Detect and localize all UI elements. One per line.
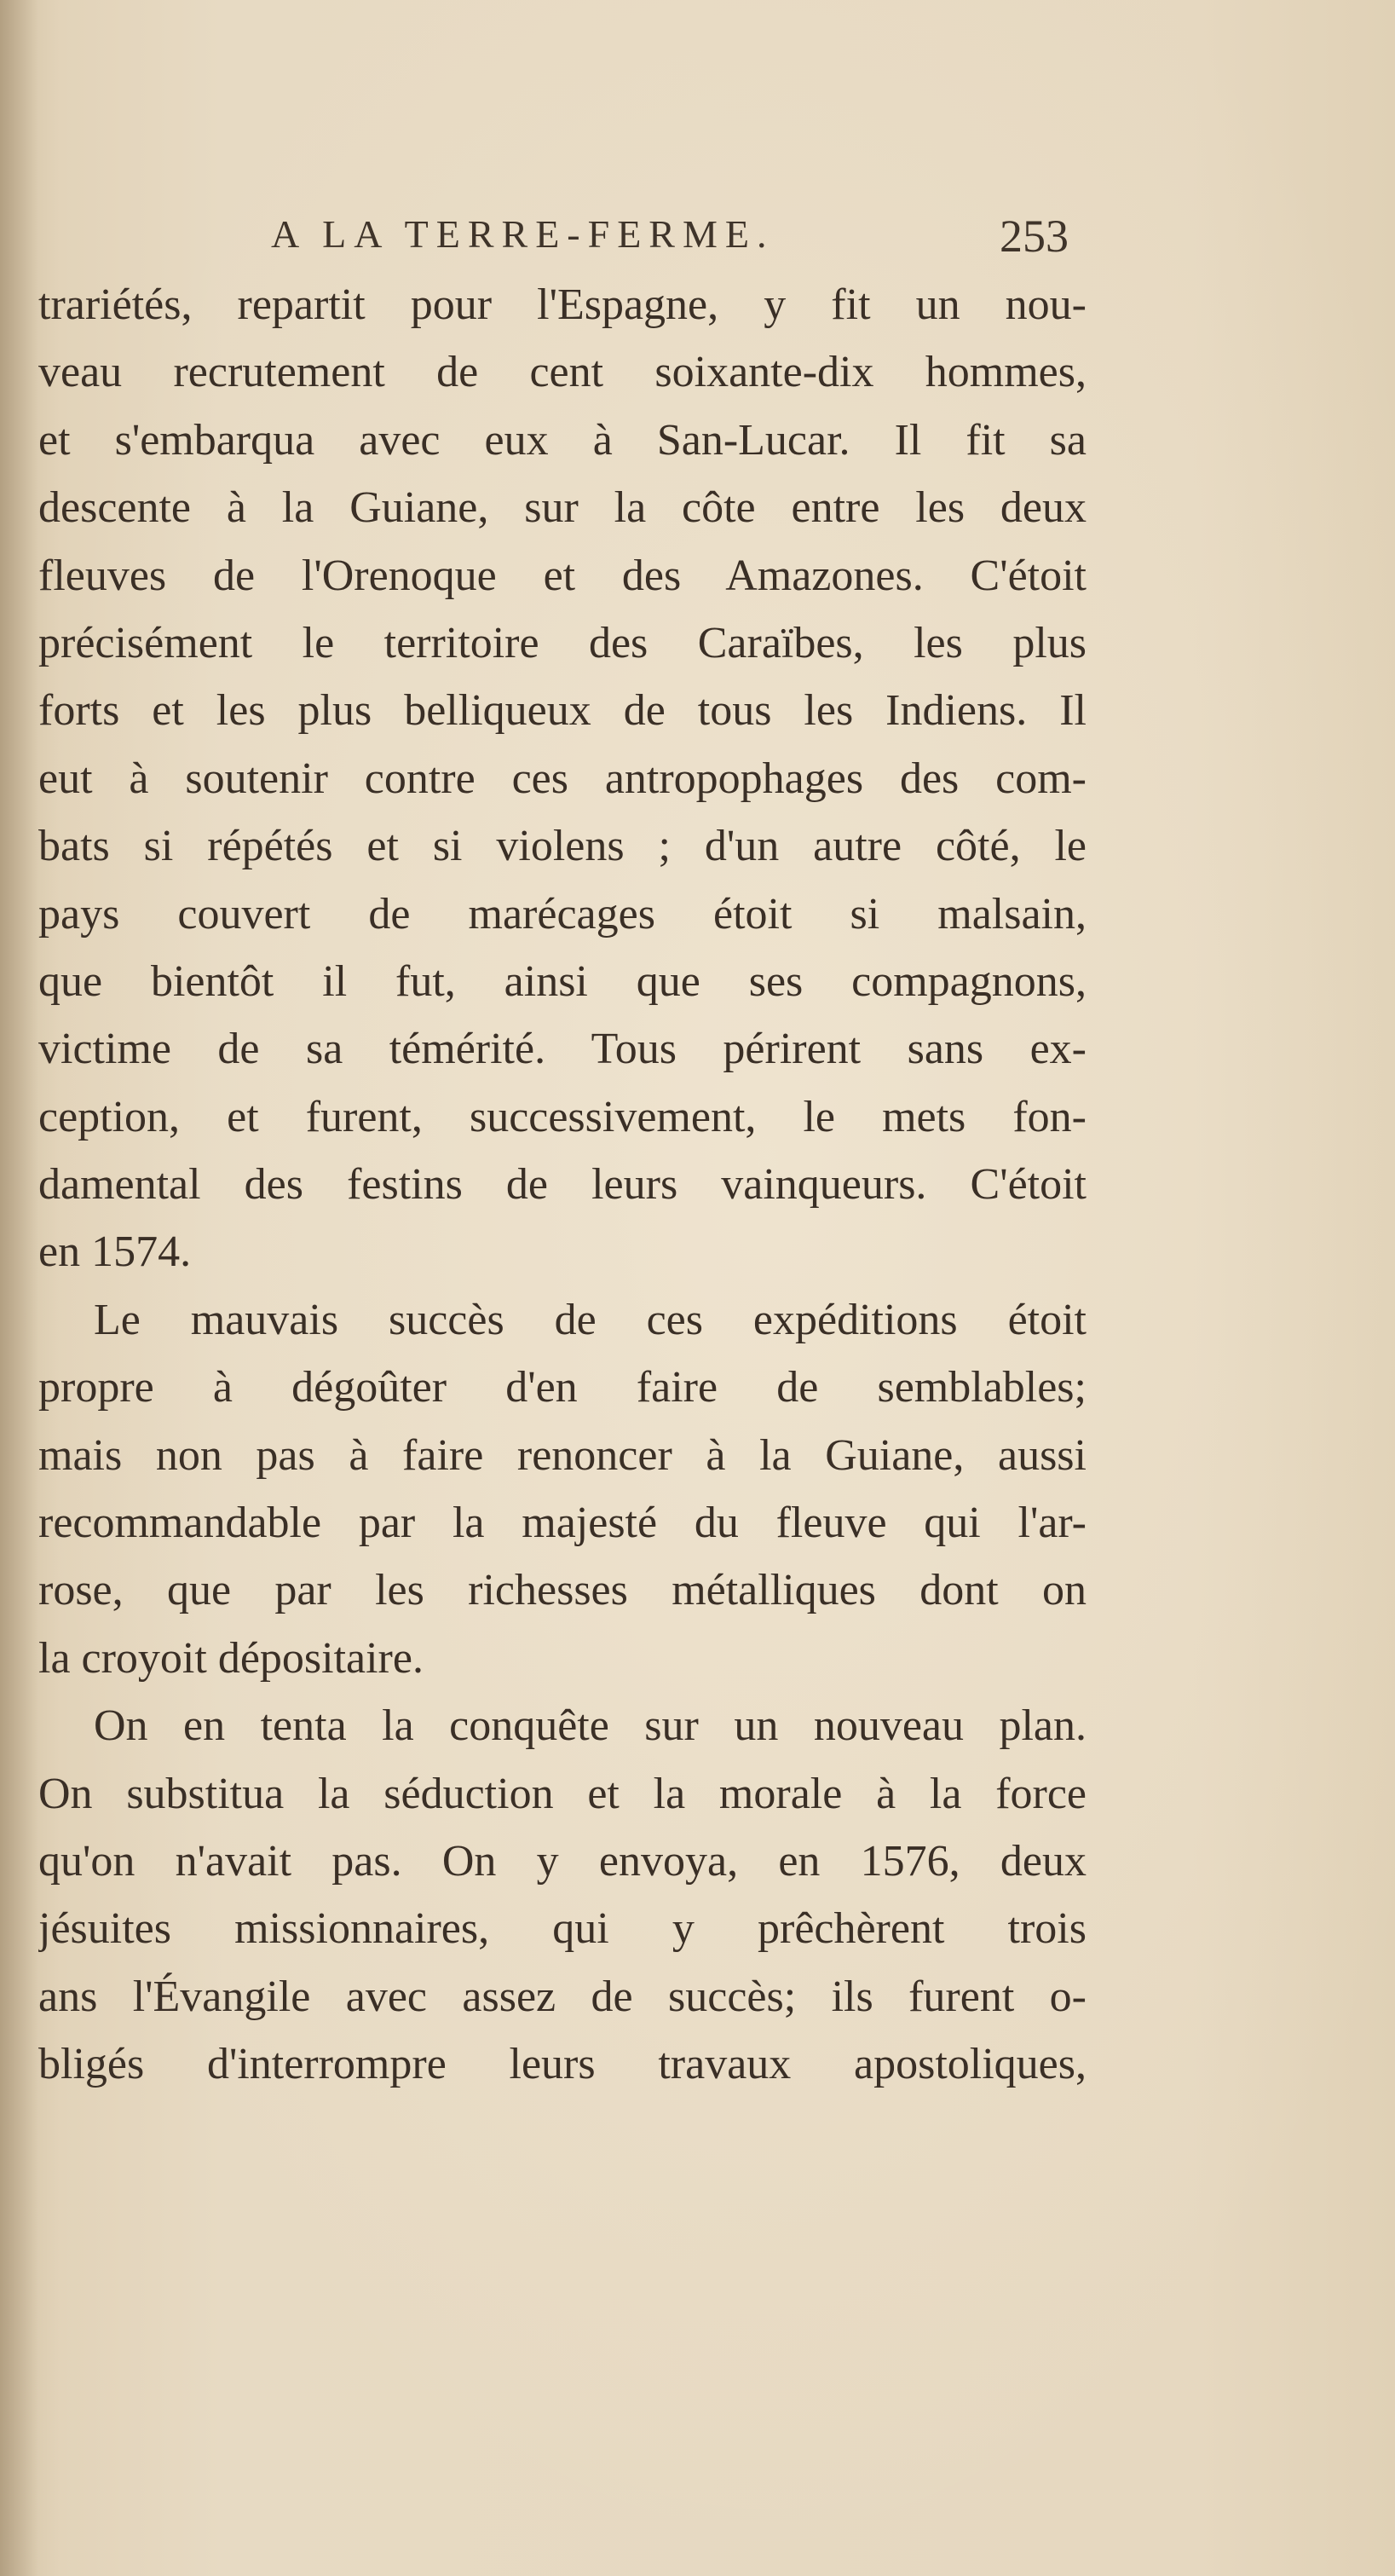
text-line: mais non pas à faire renoncer à la Guiane, aussi: [38, 1430, 1087, 1480]
paragraph: [38, 1692, 1087, 2098]
body-text: [38, 271, 1087, 2099]
text-line: rose, que par les richesses métalliques dont on: [38, 1566, 1087, 1615]
text-line: descente à la Guiane, sur la côte entre les deux: [38, 483, 1087, 533]
text-line: recommandable par la majesté du fleuve qui l'ar-: [38, 1499, 1087, 1548]
text-line: en 1574.: [38, 1227, 192, 1277]
text-line: ans l'Évangile avec assez de succès; ils furent o-: [38, 1972, 1087, 2021]
text-line: ception, et furent, successivement, le mets fon-: [38, 1092, 1087, 1141]
running-head-title: A LA TERRE-FERME.: [271, 212, 775, 256]
text-line: bligés d'interrompre leurs travaux apostoliques,: [38, 2040, 1087, 2089]
text-line: On en tenta la conquête sur un nouveau plan.: [94, 1701, 1087, 1751]
text-line: pays couvert de marécages étoit si malsain,: [38, 889, 1087, 939]
text-line: précisément le territoire des Caraïbes, les plus: [38, 618, 1087, 667]
running-head: [0, 194, 1395, 271]
text-line: eut à soutenir contre ces antropophages des com-: [38, 754, 1087, 803]
text-line: propre à dégoûter d'en faire de semblables;: [38, 1363, 1087, 1412]
text-line: victime de sa témérité. Tous périrent sans ex-: [38, 1025, 1087, 1074]
text-line: la croyoit dépositaire.: [38, 1633, 424, 1683]
text-line: et s'embarqua avec eux à San-Lucar. Il fit sa: [38, 415, 1087, 465]
text-line: damental des festins de leurs vainqueurs. C'étoit: [38, 1160, 1087, 1210]
page-number: 253: [1000, 211, 1069, 262]
text-line: Le mauvais succès de ces expéditions étoit: [94, 1295, 1087, 1344]
text-line: On substitua la séduction et la morale à la force: [38, 1769, 1087, 1818]
text-line: veau recrutement de cent soixante-dix hommes,: [38, 348, 1087, 397]
text-line: trariétés, repartit pour l'Espagne, y fit un nou-: [38, 280, 1087, 329]
text-line: qu'on n'avait pas. On y envoya, en 1576, deux: [38, 1836, 1087, 1886]
paragraph: [38, 1286, 1087, 1692]
text-line: forts et les plus belliqueux de tous les Indiens. Il: [38, 686, 1087, 736]
text-line: que bientôt il fut, ainsi que ses compagnons,: [38, 956, 1087, 1006]
gutter-shadow: [0, 0, 38, 2576]
text-line: bats si répétés et si violens ; d'un autre côté, le: [38, 822, 1087, 871]
text-line: fleuves de l'Orenoque et des Amazones. C'étoit: [38, 551, 1087, 600]
paragraph: [38, 271, 1087, 1286]
text-line: jésuites missionnaires, qui y prêchèrent trois: [38, 1904, 1087, 1954]
